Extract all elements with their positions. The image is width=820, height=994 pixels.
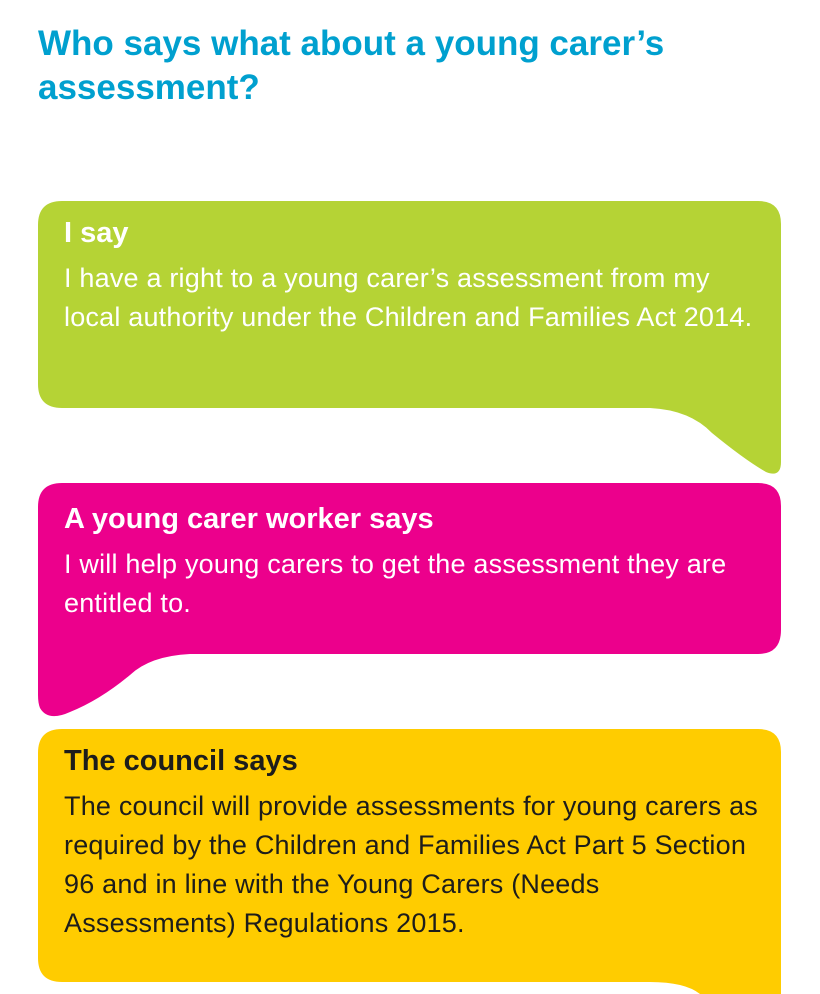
page-title: Who says what about a young carer’s assessment? [38,24,665,107]
pink-bubble-content [64,501,764,623]
bubble-heading: The council says [64,745,298,777]
yellow-bubble-content [64,743,764,943]
bubble-body: I will help young carers to get the assessment they are entitled to. [64,549,727,618]
bubble-heading: A young carer worker says [64,503,434,535]
bubble-heading: I say [64,217,129,249]
green-bubble-content [64,215,764,337]
bubble-body: The council will provide assessments for young carers as required by the Children and Families Act Part 5 Section 96 and in line with the Young Carers (Needs Assessments) Regulations 2015. [64,791,758,938]
bubble-body: I have a right to a young carer’s assessment from my local authority under the Children and Families Act 2014. [64,263,753,332]
